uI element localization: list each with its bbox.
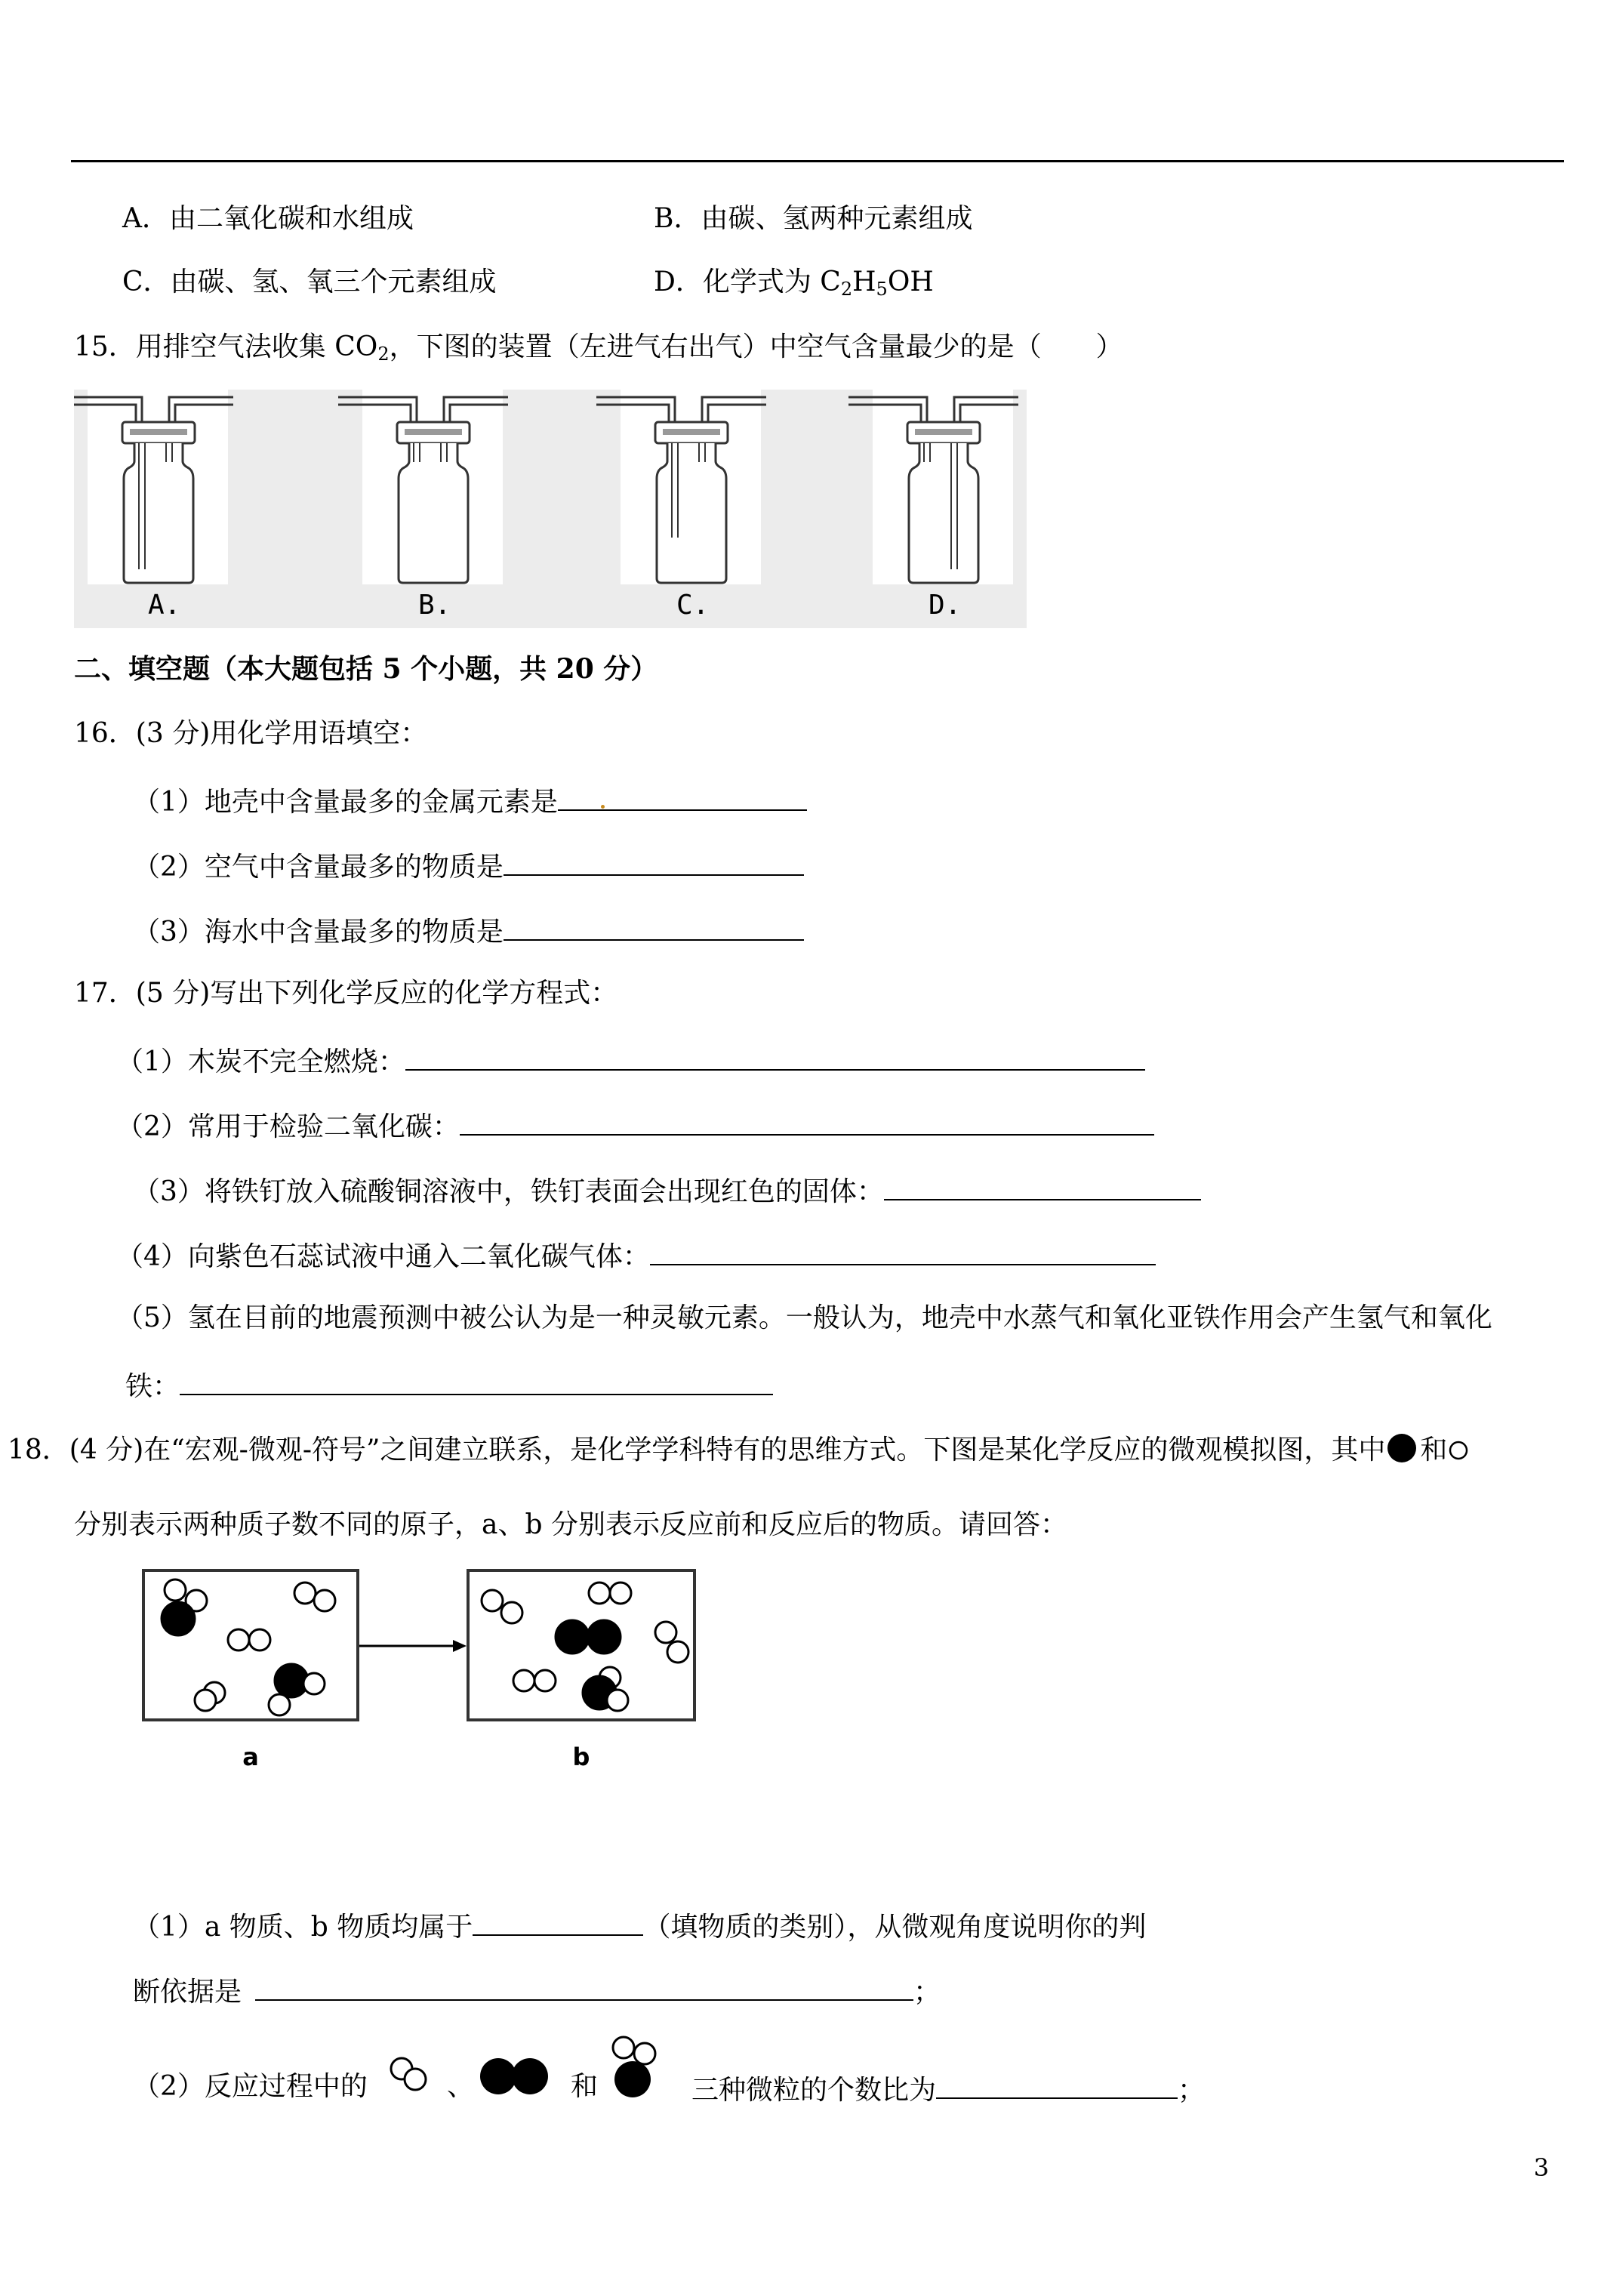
bottle-b	[338, 390, 508, 584]
q18-sub1-line1: （1）a 物质、b 物质均属于 （填物质的类别），从微观角度说明你的判	[133, 1907, 1146, 1944]
q18-sub2-tail: 三种微粒的个数比为 ；	[691, 2070, 1205, 2107]
answer-blank[interactable]	[504, 912, 804, 941]
q18-sub2: （2）反应过程中的	[133, 2071, 368, 2102]
q16-stem: 16．(3 分)用化学用语填空：	[74, 718, 428, 749]
white-atom-icon	[1447, 1439, 1470, 1462]
q14-option-b: B．由碳、氢两种元素组成	[654, 203, 973, 234]
q14-option-c: C．由碳、氢、氧三个元素组成	[122, 267, 497, 297]
answer-blank[interactable]	[884, 1172, 1201, 1200]
bottle-d	[848, 390, 1018, 584]
q17-stem: 17．(5 分)写出下列化学反应的化学方程式：	[74, 978, 618, 1009]
reaction-diagram	[140, 1567, 714, 1771]
gas-bottles-svg	[74, 390, 1027, 628]
separator-text: 、	[447, 2071, 475, 2102]
header-rule	[71, 160, 1564, 162]
q18-sub1-line2: 断依据是 ；	[133, 1972, 941, 2009]
bottle-label-a: A.	[148, 590, 181, 621]
answer-blank[interactable]	[180, 1367, 773, 1395]
answer-blank[interactable]	[255, 1972, 913, 2001]
stray-mark	[601, 805, 605, 809]
and-text: 和	[571, 2071, 599, 2102]
arrow-icon	[453, 1640, 467, 1652]
q15-stem: 15．用排空气法收集 $CO_2$，下图的装置（左进气右出气）中空气含量最少的是（ ）	[74, 331, 1123, 365]
gas-bottle-figure	[74, 390, 1027, 628]
bottle-c	[596, 390, 766, 584]
black-molecule-icon	[476, 2054, 554, 2099]
q17-item-2: （2）常用于检验二氧化碳：	[116, 1107, 1154, 1144]
q16-item-1: （1）地壳中含量最多的金属元素是	[133, 782, 807, 819]
q17-item-4: （4）向紫色石蕊试液中通入二氧化碳气体：	[116, 1237, 1156, 1274]
white-molecule-icon	[383, 2052, 435, 2097]
q17-item-3: （3）将铁钉放入硫酸铜溶液中，铁钉表面会出现红色的固体：	[133, 1172, 1201, 1209]
answer-blank[interactable]	[650, 1237, 1156, 1265]
bottle-label-c: C.	[676, 590, 710, 621]
diagram-label-b: b	[572, 1743, 590, 1771]
answer-blank[interactable]	[504, 847, 804, 876]
answer-blank[interactable]	[460, 1107, 1154, 1136]
black-atom-icon	[1385, 1433, 1420, 1463]
answer-blank[interactable]	[936, 2070, 1178, 2099]
q17-item-1: （1）木炭不完全燃烧：	[116, 1042, 1145, 1079]
q18-stem-line1: 18．(4 分)在“宏观-微观-符号”之间建立联系，是化学学科特有的思维方式。下图是某化学反应的微观模拟图，其中 和	[8, 1433, 1470, 1467]
answer-blank[interactable]	[405, 1042, 1145, 1071]
answer-blank[interactable]	[558, 782, 807, 811]
diagram-label-a: a	[242, 1743, 259, 1771]
section-heading: 二、填空题（本大题包括 5 个小题，共 20 分）	[74, 653, 658, 685]
bottle-label-b: B.	[418, 590, 451, 621]
q14-option-a: A．由二氧化碳和水组成	[122, 203, 414, 234]
q14-option-d: D．化学式为 $C_2H_5OH$	[654, 267, 934, 300]
bottle-a	[74, 390, 233, 584]
q18-stem-line2: 分别表示两种质子数不同的原子，a、b 分别表示反应前和反应后的物质。请回答：	[74, 1509, 1067, 1540]
bottle-label-d: D.	[929, 590, 962, 621]
q16-item-2: （2）空气中含量最多的物质是	[133, 847, 804, 884]
answer-blank[interactable]	[473, 1907, 643, 1936]
q17-item-5-line1: （5）氢在目前的地震预测中被公认为是一种灵敏元素。一般认为，地壳中水蒸气和氧化亚铁作用会产生氢气和氧化	[116, 1302, 1492, 1333]
q16-item-3: （3）海水中含量最多的物质是	[133, 912, 804, 949]
q17-item-5-line2: 铁：	[125, 1367, 773, 1404]
mixed-molecule-icon	[608, 2031, 676, 2106]
page-number: 3	[1533, 2153, 1549, 2182]
